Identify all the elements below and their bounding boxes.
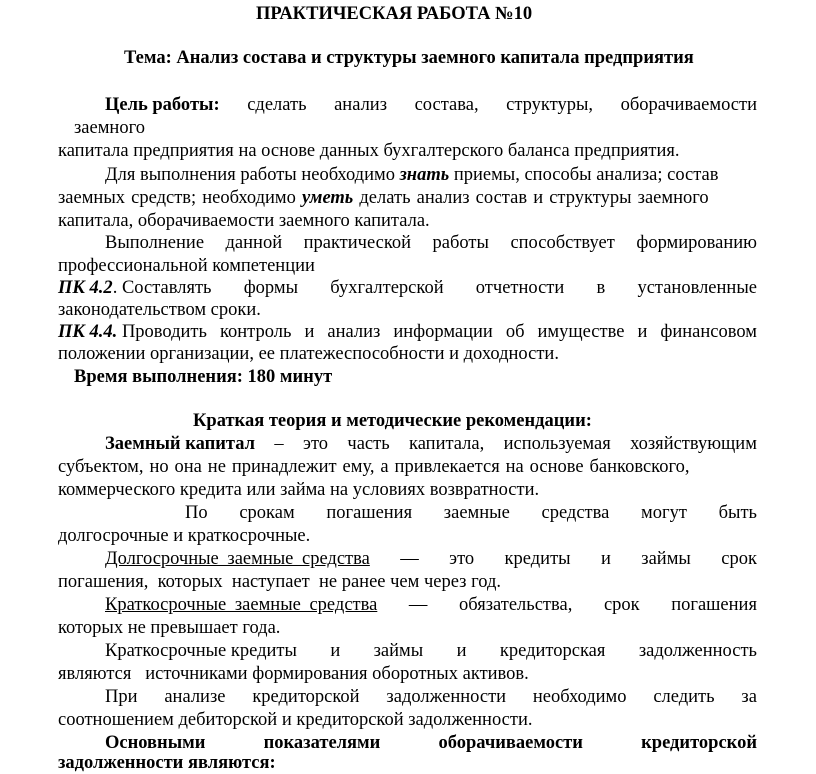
goal-word: сделать (247, 95, 307, 115)
know-emphasis: знать (399, 165, 450, 185)
pk42-code: ПК 4.2 (58, 278, 113, 298)
analysis-word: следить (653, 687, 715, 707)
indicators-line-2: задолженности являются: (58, 753, 276, 773)
indicators-line-1 (105, 732, 757, 754)
sources-word: кредиторская (499, 641, 606, 661)
goal-word: структуры, (506, 95, 594, 115)
pk44-word: Проводить (117, 322, 207, 342)
analysis-word: кредиторской (252, 687, 360, 707)
longterm-word: займы (641, 549, 691, 569)
pk42-word: . Составлять (112, 278, 212, 298)
analysis-line-1 (105, 686, 757, 708)
borrowed-word: это (303, 434, 329, 454)
can-emphasis: уметь (302, 188, 354, 208)
document-title: ПРАКТИЧЕСКАЯ РАБОТА №10 (256, 4, 533, 24)
know-line-2 (58, 187, 758, 209)
indicators-word: кредиторской (641, 733, 757, 753)
goal-word: оборачиваемости (620, 95, 757, 115)
longterm-line-2: погашения, которых наступает не ранее чем через год. (58, 572, 501, 592)
analysis-word: за (741, 687, 757, 707)
longterm-line-1 (105, 548, 757, 570)
know-line-1 (105, 164, 719, 186)
competence-line-2: профессиональной компетенции (58, 256, 315, 276)
sources-word: и (330, 641, 341, 661)
pk42-word: установленные (637, 278, 757, 298)
competence-word: способствует (510, 233, 615, 253)
indicators-word: показателями (263, 733, 381, 753)
pk44-word: об (505, 322, 525, 342)
pk44-word: контроль (219, 322, 292, 342)
competence-word: работы (432, 233, 489, 253)
longterm-word: кредиты (504, 549, 571, 569)
sources-word: задолженность (638, 641, 757, 661)
terms-word: быть (718, 503, 757, 523)
pk44-word: и (637, 322, 648, 342)
pk44-line-2: положении организации, ее платежеспособности и доходности. (58, 344, 559, 364)
borrowed-word: капитала, (409, 434, 485, 454)
can-text: заемных средств; необходимо (58, 188, 303, 208)
analysis-word: задолженности (386, 687, 507, 707)
pk42-line-2: законодательством сроки. (58, 300, 261, 320)
borrowed-line-1 (105, 433, 757, 455)
indicators-word: оборачиваемости (438, 733, 583, 753)
goal-line-1 (105, 94, 757, 116)
pk42-word: формы (243, 278, 299, 298)
goal-line-2: заемного (74, 118, 145, 138)
terms-word: По (185, 503, 208, 523)
borrowed-term: Заемный капитал (105, 434, 256, 454)
goal-label: Цель работы: (105, 95, 220, 115)
sources-line-1 (105, 640, 757, 662)
longterm-word: срок (721, 549, 757, 569)
competence-word: данной (225, 233, 283, 253)
sources-word: и (456, 641, 467, 661)
shortterm-word: погашения (671, 595, 757, 615)
know-line-3: капитала, оборачиваемости заемного капитала. (58, 211, 430, 231)
borrowed-line-2: субъектом, но она не принадлежит ему, а привлекается на основе банковского, (58, 457, 690, 477)
terms-word: погашения (326, 503, 413, 523)
pk42-word: в (596, 278, 606, 298)
analysis-word: анализе (164, 687, 226, 707)
borrowed-word: используемая (503, 434, 611, 454)
competence-word: Выполнение (105, 233, 205, 253)
topic-heading: Тема: Анализ состава и структуры заемного капитала предприятия (124, 48, 694, 68)
pk42-line-1 (58, 277, 757, 299)
goal-line-3: капитала предприятия на основе данных бухгалтерского баланса предприятия. (58, 141, 680, 161)
pk44-code: ПК 4.4. (58, 322, 118, 342)
borrowed-word: – (274, 434, 284, 454)
know-text: Для выполнения работы необходимо (105, 165, 400, 185)
shortterm-word: — (408, 595, 428, 615)
pk44-word: и (304, 322, 315, 342)
competence-line-1 (105, 232, 757, 254)
can-text: делать анализ состав и структуры заемного (353, 188, 709, 208)
borrowed-word: часть (347, 434, 390, 454)
terms-line-2: долгосрочные и краткосрочные. (58, 526, 311, 546)
analysis-word: необходимо (532, 687, 627, 707)
pk44-word: финансовом (660, 322, 757, 342)
sources-word: Краткосрочные кредиты (105, 641, 297, 661)
terms-word: средства (541, 503, 610, 523)
terms-word: заемные (443, 503, 510, 523)
longterm-word: и (600, 549, 611, 569)
pk44-line-1 (58, 321, 757, 343)
goal-word: состава, (414, 95, 479, 115)
sources-word: займы (373, 641, 424, 661)
pk42-word: бухгалтерской (330, 278, 444, 298)
know-text: приемы, способы анализа; состав (449, 165, 719, 185)
shortterm-word: обязательства, (459, 595, 573, 615)
sources-line-2: являются источниками формирования оборотных активов. (58, 664, 529, 684)
longterm-term: Долгосрочные заемные средства (105, 549, 370, 569)
indicators-word: Основными (105, 733, 206, 753)
pk42-word: отчетности (475, 278, 565, 298)
pk44-word: информации (393, 322, 493, 342)
terms-word: срокам (239, 503, 295, 523)
shortterm-term: Краткосрочные заемные средства (105, 595, 378, 615)
competence-word: формированию (636, 233, 757, 253)
pk44-word: анализ (327, 322, 381, 342)
longterm-word: — (400, 549, 419, 569)
longterm-word: это (449, 549, 475, 569)
shortterm-line-1 (105, 594, 757, 616)
pk44-word: имуществе (537, 322, 625, 342)
competence-word: практической (303, 233, 412, 253)
shortterm-line-2: которых не превышает года. (58, 618, 281, 638)
analysis-line-2: соотношением дебиторской и кредиторской задолженности. (58, 710, 533, 730)
terms-word: могут (641, 503, 687, 523)
goal-word: анализ (334, 95, 388, 115)
borrowed-word: хозяйствующим (630, 434, 757, 454)
theory-heading: Краткая теория и методические рекомендации: (193, 411, 592, 431)
borrowed-line-3: коммерческого кредита или займа на условиях возвратности. (58, 480, 540, 500)
duration: Время выполнения: 180 минут (74, 367, 333, 387)
terms-line-1 (185, 502, 757, 524)
shortterm-word: срок (603, 595, 640, 615)
analysis-word: При (105, 687, 138, 707)
